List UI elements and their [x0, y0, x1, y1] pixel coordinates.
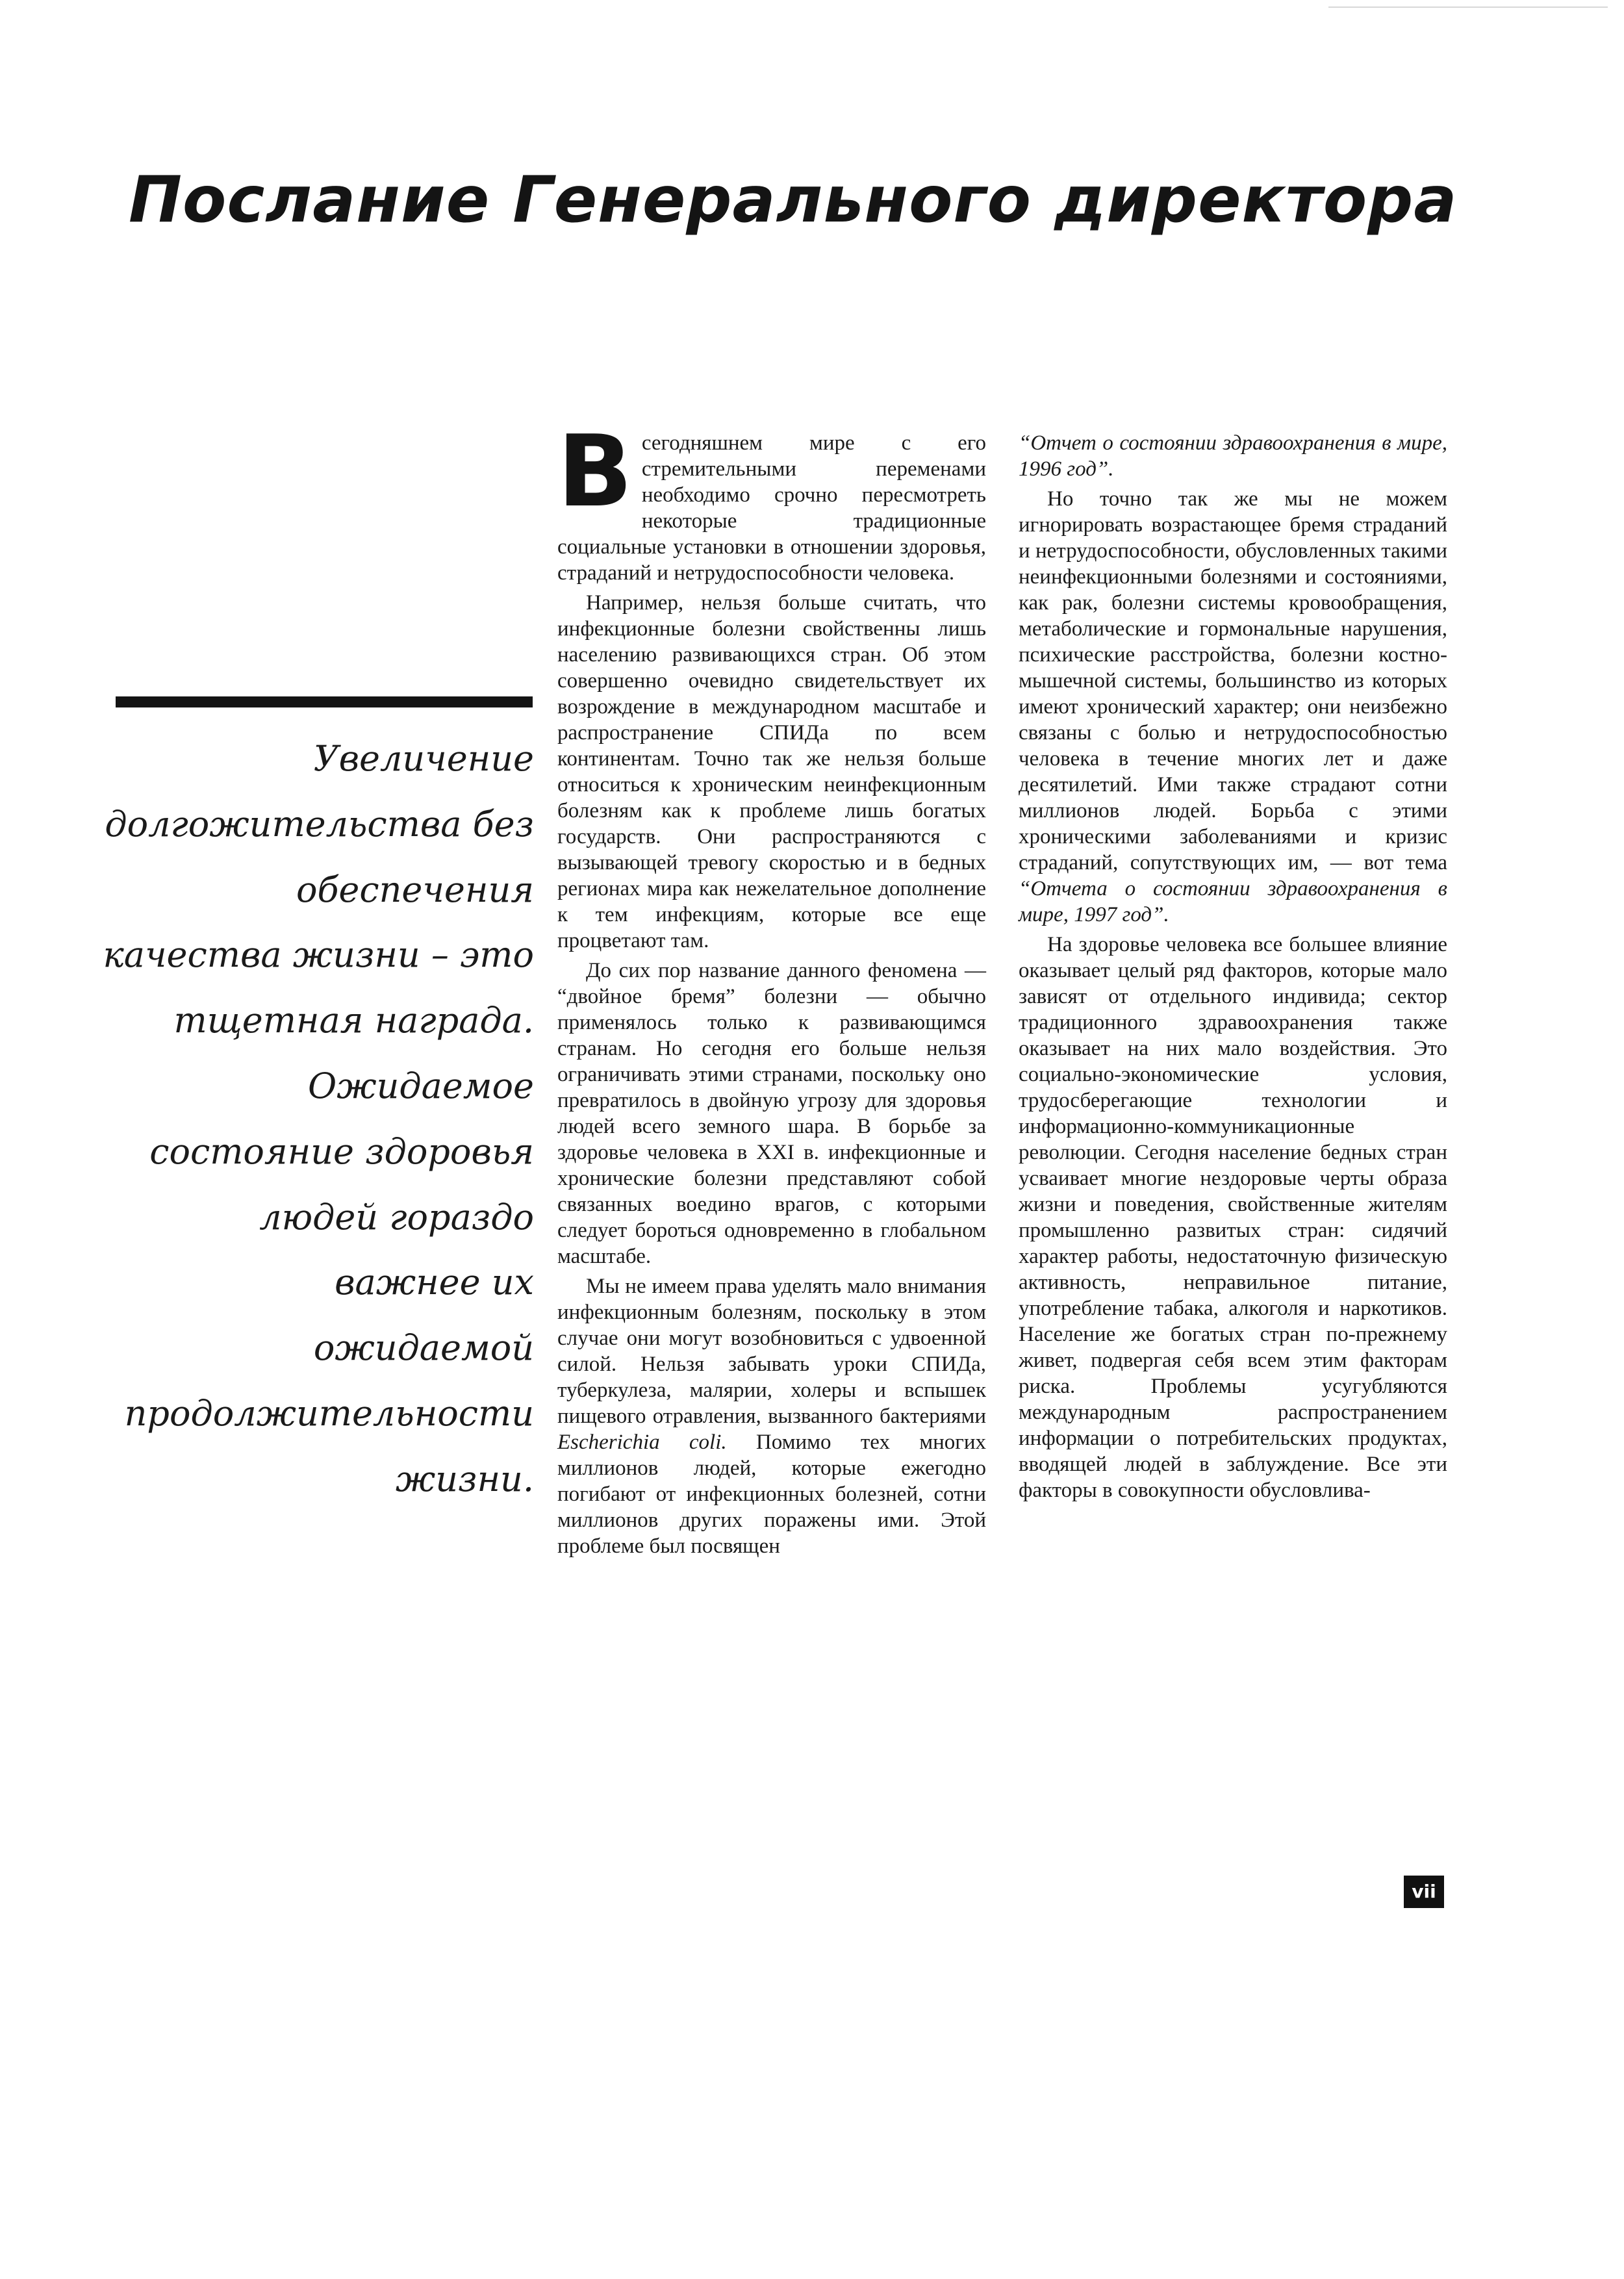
report-title-1997: “Отчета о состоянии здравоохранения в мире, 1997 год”. [1019, 877, 1447, 926]
species-name: Escherichia coli. [557, 1431, 727, 1454]
pull-quote-rule [116, 696, 533, 707]
paragraph-5 [1019, 486, 1447, 928]
pull-quote-line: состояние здоровья [149, 1130, 534, 1172]
paragraph-intro [557, 414, 986, 586]
pull-quote-line: важнее их [335, 1262, 534, 1303]
paragraph-2: Например, нельзя больше считать, что инфекционные болезни свойственны лишь населению развивающихся стран. Об этом совершенно очевидно свидетельствует их возрождение в международном масштабе и распространение СПИДа по всем континентам. Точно так же нельзя больше относиться к хроническим неинфекционным болезням как к проблеме лишь богатых государств. Они распространяются с вызывающей тревогу скоростью и в бедных регионах мира как нежелательное дополнение к тем инфекциям, которые все еще процветают там. [557, 591, 986, 952]
page-number: vii [1404, 1876, 1444, 1908]
pull-quote-line: Увеличение [313, 738, 534, 779]
pull-quote-line: Ожидаемое [307, 1065, 534, 1106]
paragraph-3: До сих пор название данного феномена — “двойное бремя” болезни — обычно применялось только к развивающимся странам. Но сегодня его больше нельзя ограничивать этими странами, поскольку оно превратилось в двойную угрозу для здоровья людей всего земного шара. В борьбе за здоровье человека в XXI в. инфекционные и хронические болезни представляют собой связанных воедино врагов, с которыми следует бороться одновременно в глобальном масштабе. [557, 959, 986, 1268]
report-title-1996: “Отчет о состоянии здравоохранения в мире, 1996 год”. [1019, 431, 1447, 481]
paragraph-5-text: Но точно так же мы не можем игнорировать возрастающее бремя страданий и нетрудоспособности, обусловленных такими неинфекционными болезнями и состояниями, как рак, болезни системы кровообращения, метаболические и гормональные нарушения, психические расстройства, болезни костно-мышечной системы, большинство из которых имеют хронический характер; они неизбежно связаны с болью и нетрудоспособностью человека в течение многих лет и даже десятилетий. Ими также страдают сотни миллионов людей. Борьба с этими хроническими заболеваниями и кризис страданий, сопутствующих им, — вот тема [1019, 487, 1447, 874]
paragraph-4 [557, 1273, 986, 1559]
pull-quote-line: обеспечения [296, 869, 534, 910]
pull-quote-line: тщетная награда. [173, 1000, 534, 1041]
pull-quote-line: качества жизни – это [103, 934, 534, 976]
paragraph-6: На здоровье человека все большее влияние оказывает целый ряд факторов, которые мало зависят от отдельного индивида; сектор традиционного здравоохранения также оказывает на них мало воздействия. Это социально-экономические условия, трудосберегающие технологии и информационно-коммуникационные революции. Сегодня население бедных стран усваивает многие нездоровые черты образа жизни и поведения, свойственные жителям промышленно развитых стран: сидячий характер работы, недостаточную физическую активность, неправильное питание, употребление табака, алкоголя и наркотиков. Население же богатых стран по-прежнему живет, подвергая себя всем этим факторам риска. Проблемы усугубляются международным распространением информации о потребительских продуктах, вводящей людей в заблуждение. Все эти факторы в совокупности обусловлива- [1019, 933, 1447, 1502]
top-rule [1328, 6, 1608, 8]
body-column-1 [557, 414, 986, 1559]
paragraph-4-text-a: Мы не имеем права уделять мало внимания инфекционным болезням, поскольку в этом случае они могут возобновиться с удвоенной силой. Нельзя забывать уроки СПИДа, туберкулеза, малярии, холеры и вспышек пищевого отравления, вызванного бактериями [557, 1275, 986, 1428]
pull-quote-line: продолжительности [124, 1392, 534, 1434]
pull-quote-line: жизни. [395, 1458, 534, 1499]
drop-cap: В [557, 414, 633, 529]
body-column-2 [1019, 430, 1447, 1503]
paragraph-intro-text: сегодняшнем мире с его стремительными переменами необходимо срочно пересмотреть некоторые традиционные социальные установки в отношении здоровья, страданий и нетрудоспособности человека. [557, 431, 986, 585]
pull-quote-line: ожидаемой [313, 1327, 534, 1369]
page-title: Послание Генерального директора [129, 163, 1458, 237]
paragraph-4-text-b: Помимо тех многих миллионов людей, которые ежегодно погибают от инфекционных болезней, сотни миллионов других поражены ими. Этой проблеме был посвящен [557, 1431, 986, 1558]
pull-quote [97, 726, 534, 1512]
pull-quote-line: людей гораздо [259, 1196, 534, 1238]
pull-quote-line: долгожительства без [105, 803, 534, 845]
paragraph-4-continued [1019, 430, 1447, 482]
